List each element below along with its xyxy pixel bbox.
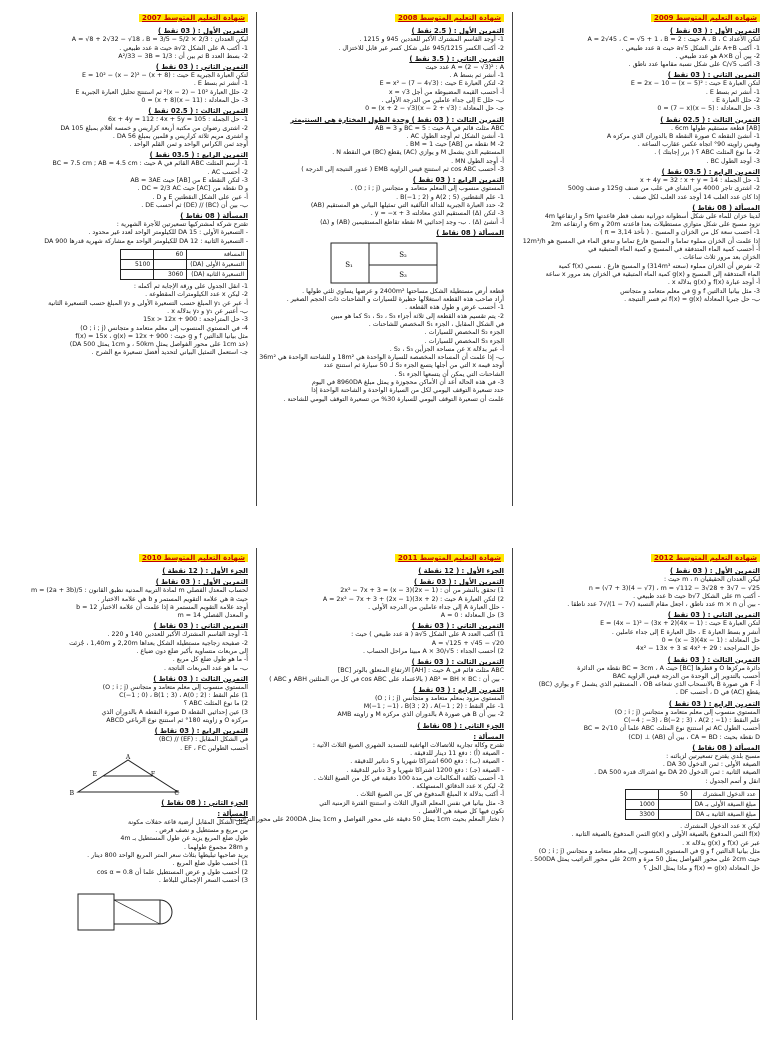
panel-lines [264,27,504,237]
exercise-heading: التمرين الثاني : ( 03 نقط ) [155,63,248,72]
question-line: أوجد قيمة x التي من أجلها يتسع الجزء S₂ لـ 50 سيارة ثم استنتج عدد [323,362,504,370]
exercise-heading: التمرين الثالث : ( 02.5 نقط ) [148,107,248,116]
table-row [121,270,248,280]
exercise-heading: التمرين الثالث : ( 02.5 نقط ) [660,115,760,124]
exercise-heading: المسألة : [473,732,504,741]
panel-lines-rest [8,283,248,358]
table-row [121,260,248,270]
question-line: f(x) الثمن المدفوع بالصيغة الأولى و g(x) الثمن المدفوع بالصيغة الثانية . [571,831,760,839]
question-line: 3) عين إحداثيي النقطة D صورة النقطة A بالدوران الذي [101,708,248,716]
question-line: المستوي منسوب إلى معلم متعامد و متجانس (O ; i ; j) [102,683,248,691]
hall-floor-figure [68,888,188,934]
exam-panel-2007 [4,12,252,502]
question-line: مسبح بلدي يقترح تسعيرتين لزبائنه : [666,752,760,760]
question-line: 3- حل المعادلة : (x − 11)(x + 8) = 0 [141,97,248,105]
question-line: حل المتراجحة : 4x² − 13x + 3 ≤ 4x² + 29 [636,645,760,653]
question-line: الشاحنات التي يمكن أن يتسعها الجزء S₁ . [394,370,504,378]
panel-header: شهادة التعليم المتوسط 2010 [8,554,248,563]
question-line: أوجد ثمن الكراس الواحد و ثمن القلم الواحد . [129,141,248,149]
question-line: [AB] قطعة مستقيم طولها 6cm . [671,124,760,132]
question-line: 2- يتم تقسيم هذه القطعة إلى ثلاثة أجزاء S₁ ، S₂ ، S₃ كما هو مبين [330,312,504,320]
exercise-heading: التمرين الرابع : ( 03 نقط ) [668,699,760,708]
question-line: 2- ليكن x عدد الدقائق المستهلكة . [412,783,504,791]
panel-header: شهادة التعليم المتوسط 2012 [520,554,760,563]
exercise-heading: التمرين الثالث : ( 03 نقط ) [667,655,760,664]
question-line: أحسب بالتدوير إلى الوحدة من الدرجة قيس الزاوية BAC [612,672,760,680]
question-line: ب- إذا علمت أن المساحة المخصصة للسيارة الواحدة هي 18m² و للشاحنة الواحدة هي 36m² [259,354,504,362]
question-line: 3- مثل بيانيا في نفس المعلم الدوال الثلاث و استنتج الفترة الزمنية التي [319,799,504,807]
question-line: أ- ما هو طول ضلع كل مربع . [172,656,248,664]
exercise-heading: الجزء الثاني : ( 08 نقاط ) [161,798,248,807]
exercise-heading: المسألة ( 08 نقاط ) [692,743,760,752]
exercise-heading: التمرين الرابع : ( 03 نقاط ) [154,727,248,736]
question-line: A = √125 + √45 − √20 [431,639,504,647]
question-line: 3) أحسب السعر الإجمالي للبلاط . [158,876,248,884]
question-line: 2- اشترى تاجر 4000 من الشاي في علب من صنف 125g و صنف 500g [567,185,760,193]
panel-header: شهادة التعليم المتوسط 2011 [264,554,504,563]
question-line: ب- حل جبريا المعادلة f(x) = g(x) ثم فسر النتيجة . [624,295,760,303]
table-row [625,790,759,800]
table-cell [658,810,691,820]
question-line: - أكتب m على الشكل b√7 حيث b عدد طبيعي . [633,592,760,600]
question-line: 3- في هذه الحالة أعد أن الأماكن محجوزة و يمثل مبلغ 8960DA في اليوم [311,379,504,387]
table-cell: عدد الدخول المشترك [691,790,759,800]
question-line: نزود مسبح على شكل متوازي مستطيلات بعدا قاعدته 20m و 6m و ارتفاعه 2m [551,221,760,229]
question-line: من مربع و مستطيل و نصف قرص . [155,827,248,835]
question-line: حل المعادلة f(x) = g(x) و ماذا يمثل الحل ؟ [643,864,760,872]
question-line: 2- ليكن x عدد الكيلومترات المقطوعة . [145,291,248,299]
question-line: 1- انقل الجدول على ورقة الإجابة ثم أكمله : [133,283,248,291]
triangle-figure [68,753,188,797]
exercise-heading: التمرين الثالث : ( 03 نقاط ) [153,674,248,683]
question-line: 2) أحسب الجداء : A × 30/√5 مبينا مراحل الحساب . [362,647,504,655]
question-line: طول ضلع المربع يزيد عن طول المستطيل بـ 4m [120,835,248,843]
exercise-heading: التمرين الأول : ( 03 نقاط ) [155,578,248,587]
question-line: مثل بيانيا الدالتين f و g حيث : f(x) = 15x ، g(x) = 12x + 900 [75,332,248,340]
question-line: ABC مثلث قائم في A حيث : [AH] الارتفاع المتعلق بالوتر [BC] [337,667,504,675]
question-line: n = (√7 + 3)(4 − √7) ، m = √112 − 3√28 + 3√7 − √25 [588,584,760,592]
question-line: - بين أن m × n عدد ناطق ، اجعل مقام النسبة (√7 − 1)/√7 عدد ناطقا . [567,601,760,609]
exam-panel-2010 [4,552,252,1042]
table-cell: 60 [154,250,187,260]
exercise-heading: التمرين الأول : ( 03 نقط ) [670,567,760,576]
table-cell: 50 [658,790,691,800]
question-line: مركزه O و زاويته 180° ثم استنتج نوع الرباعي ABCD [106,717,248,725]
question-line: 2- صفيحة زجاجية مستطيلة الشكل بعداها 2,20m و 1,40m ، جُزئت [69,639,248,647]
question-line: ب- ما هو عدد المربعات الناتجة . [163,664,248,672]
table-cell [121,270,154,280]
question-line: 2) لتكن العبارة A حيث : A = 2x² − 7x + 3 + (2x − 1)(3x + 2) [322,595,504,603]
svg-text:S₁: S₁ [345,260,353,269]
question-line: إذا علمت أن الخزان مملوء تماما و المسبح فارغ تماما و تدفق الماء في المسبح هو 12m³/h [522,237,760,245]
exercise-heading: التمرين الثاني : ( 3.5 نقط ) [409,54,504,63]
exercise-heading: التمرين الأول : ( 03 نقط ) [670,27,760,36]
table-cell: 3300 [625,810,658,820]
question-line: 2- اشترى رضوان من مكتبة أربعة كراريس و خمسة أقلام بمبلغ 105 DA [60,124,248,132]
panel-header: شهادة التعليم المتوسط 2007 [8,14,248,23]
exercise-heading: التمرين الرابع : ( 03.5 نقط ) [149,151,248,160]
exercise-heading: التمرين الثاني : ( 03 نقط ) [667,71,760,80]
question-line: لتكن العبارة E حيث : E = 2x − 10 − (x − 5)² [630,80,760,88]
question-line: في الشكل المقابل ، الجزء S₁ المخصص للشاحنات . [368,320,504,328]
question-line: يقطع (AC) في D ، أحسب DF . [675,689,760,697]
question-line: - الصيغة (جـ) : دفع 1200 اشتراكا شهريا و 3 دنانير للدقيقة . [346,766,504,774]
question-line: D نقطة بحيث : CA = BD ، بين أن (AB) ⊥ (CD) [628,733,760,741]
question-line: لحساب المعدل الفصلي m لمادة التربية المدنية نطبق القانون : m = (2a + 3b)/5 [31,587,248,595]
question-line: حل المعادلة : (4x − 1)(x − 3) = 0 [661,637,760,645]
question-line: 1- أرسم المثلث ABC القائم في A حيث : BC = 7.5 cm ; AB = 4.5 cm [52,160,248,168]
question-line: 2- نفرض أن الخزان مملوء (سعته 314m³) و المسبح فارغ . نسمي f(x) كمية [558,262,760,270]
svg-text:S₂: S₂ [399,250,407,259]
question-line: يريد صاحبها تبليطها بثلاث سعر المتر المربع الواحد 800 دينار . [87,852,248,860]
question-line: 3- أكتب C/√5 على شكل نسبة مقامها عدد ناطق . [628,61,760,69]
question-line: أحسب الطولين EF ، FC . [180,744,248,752]
table-cell: 3060 [154,270,187,280]
question-line: 2- لتكن العبارة E حيث : E = x² − (7 − 4√3) [379,80,504,88]
question-line: لتكن العبارة E حيث : E = (4x − 1)² − (3x + 2)(4x − 1) [600,620,760,628]
question-line: A = (2 − √3)² : A عدد حيث [425,63,504,71]
question-line: يمثل الشكل المقابل أرضية قاعة حفلات مكونة [127,818,248,826]
exercise-heading: المسألة ( 08 نقاط ) [692,203,760,212]
question-line: و 28m مجموع طولهما . [184,843,248,851]
question-line: ليكن العددان : A = √8 + 2√32 − √18 ، B = 3/5 − 5/2 × 2/3 [71,36,248,44]
question-line: الجزء S₂ المخصص للسيارات . [424,329,504,337]
question-line: 3- أحسب cos ABC ثم استنتج قيس الزاوية EMB ( عدور النتيجة إلى الدرجة ) [301,166,504,174]
svg-text:F: F [150,770,155,778]
question-line: 1- أنشئ الشكل ثم أوجد الطول AC . [406,132,504,140]
question-line: - الصيغة (أ) : دفع 11 دينار للدقيقة . [410,749,504,757]
question-line: 4- في المستوي المنسوب إلى معلم متعامد و متجانس (O ; i ; j) [80,324,248,332]
svg-text:A: A [125,753,131,761]
parking-rectangle-figure [329,241,439,285]
question-line: - حلل العبارة A إلى جداء عاملين من الدرجة الأولى . [368,603,504,611]
exam-panel-2012 [516,552,764,1042]
svg-text:S₃: S₃ [399,270,407,279]
exercise-heading: الجزء الأول : ( 12 نقطة ) [162,567,248,576]
question-line: المستوي منسوب إلى المعلم متعامد و متجانس (O ; i ; j) . [350,185,504,193]
question-line: - التسعيرة الأولى : 15 DA للكيلومتر الواحد لعدد غير محدود . [88,229,248,237]
question-line: 2- بسط العدد B ثم بين أن : A²/33 − 3B = 1/3 [118,52,248,60]
table-cell: مبلغ الصيغة الأولى بـ DA [691,800,759,810]
question-line: 1- أحسب تكلفة المكالمات في مدة 100 دقيقة في كل من الصيغ الثلاث . [313,774,504,782]
question-line: 2) ما نوع المثلث ABC ؟ [183,700,248,708]
question-line: قطعة أرض مستطيلة الشكل مساحتها 2400m² و عرضها يساوي ثلثي طولها . [302,287,504,295]
question-line: ABC مثلث قائم في A حيث : BC = 5 و AB = 3 [375,124,504,132]
question-line: 1- علم النقطتين A(2 ; 5) و B(−1 ; 2) . [396,193,504,201]
question-line: 1) علم النقط : C(−1 ; 0) ، B(1 ; 3) ، A(0 ; 2) [119,692,248,700]
question-line: 2- ما نوع المثلث ABC ؟ ( برر إجابتك ) . [654,149,760,157]
exercise-heading: التمرين الرابع : ( 03 نقط ) [412,176,504,185]
exercise-heading: التمرين الأول : ( 03 نقط ) [414,578,504,587]
question-line: 1- أحسب عرض و طول هذه القطعة . [405,304,504,312]
table-cell: المسافة [187,250,248,260]
exercise-heading: المسألة : [217,809,248,818]
question-line: 3- أوجد الطول BC . [706,157,760,165]
exercise-heading: التمرين الثاني : ( 03 نقاط ) [153,622,248,631]
question-line: أ- أحسب القيمة المضبوطة من أجل x = √3 [388,88,504,96]
table-cell: التسعيرة الثانية (DA) [187,270,248,280]
question-line: 1- أوجد القاسم المشترك الأكبر للعددين 945 و 1215 . [359,36,504,44]
exam-panel-2008 [260,12,508,502]
question-line: - التسعيرة الثانية : 12 DA للكيلومتر الواحد مع مشاركة شهرية قدرها 900 DA [44,237,248,245]
question-line: 1- أنشئ النقطة C صورة النقطة B بالدوران الذي مركزه A [606,132,760,140]
question-line: الجزء S₃ المخصص للسيارات . [424,337,504,345]
question-line: 2- M نقطة من [AB] حيث BM = 1 . [406,141,504,149]
question-line: علمت أن تسعيرة التوقف اليومي للسيارة 30% من تسعيرة التوقف اليومي للشاحنة . [283,395,504,403]
question-line: 1) أحسب طول ضلع المربع . [172,860,248,868]
question-line: الصيغة الأولى : ثمن الدخول 30 DA . [662,761,760,769]
exercise-heading: الجزء الأول : ( 12 نقطة ) [418,567,504,576]
question-line: حدد تسعيرة التوقف اليومي لكل من السيارة الواحدة و الشاحنة الواحدة إذا [311,387,504,395]
question-line: (خذ 1cm على محور الفواصل يمثل 50km ، و 1cm يمثل 500 DA) [69,341,248,349]
table-row [625,810,759,820]
exercise-heading: المسألة ( 08 نقاط ) [436,228,504,237]
question-line: تقترح شركة لمشتركيها تسعيرتين للأجرة الشهرية : [116,221,248,229]
panel-lines [229,567,504,824]
page-gap [0,506,768,548]
exam-panel-2011 [229,552,508,1042]
table-cell [625,790,658,800]
question-line: ( نختار المعلم بحيث 1cm يمثل 50 دقيقة على محور الفواصل و 1cm يمثل 200DA على محور التراتيب ) [229,816,504,824]
table-cell [658,800,691,810]
question-line: أحسب الطول AC ثم استنتج نوع المثلث ABC علما أن BC = 2√10 [583,725,760,733]
question-line: - بين أن : AB² = BH × BC ( بالاعتماد على cos ABC في كل من المثلثين ABH و ABC ) [269,675,504,683]
question-line: تكون فيها كل صيغة هي الأفضل . [418,808,504,816]
question-line: - الصيغة (ب) : دفع 600 اشتراكا شهريا و 5 دنانير للدقيقة . [350,758,504,766]
question-line: 3- لتكن النقطة E من [AB] حيث AB = 3AE [130,177,248,185]
pricing-table [120,249,248,280]
question-line: 3- لتكن (Δ) المستقيم الذي معادلته y = −x + 3 . [370,210,504,218]
table-cell: 1000 [625,800,658,810]
question-line: أ- أوجد عبارة f(x) و g(x) بدلالة x . [667,279,760,287]
exercise-heading: التمرين الثالث : ( 03 نقط ) [411,658,504,667]
panel-header: شهادة التعليم المتوسط 2008 [264,14,504,23]
question-line: 1- أنشر ثم بسط A . [449,72,504,80]
exam-panel-2009 [516,12,764,502]
question-line: أوجد علامة التقويم المستمر a إذا علمت أن علامة الاختبار b = 12 [76,603,248,611]
question-line: 2- أكتب الكسر 945/1215 على شكل كسر غير قابل للاختزال . [338,44,504,52]
question-line: أ- عبر بدلالة x عن مساحة الجزأين S₂ ، S₃ . [389,345,504,353]
question-line: إلى مربعات متساوية بأكبر ضلع دون ضياع . [136,647,248,655]
panel-lines-rest [520,823,760,873]
question-line: 1- أوجد القاسم المشترك الأكبر للعددين 140 و 220 . [107,631,248,639]
question-line: جـ- حل المعادلة : (x − 2 + √3)(x + 2 − √3) = 0 [365,105,504,113]
question-line: في الشكل المقابل : (EF) // (BC) [158,736,248,744]
question-line: 2- بين أن B هي صورة A بالدوران الذي مركزه M و زاويته AMB [337,711,504,719]
question-line: أ- أوجد الطول MN . [451,157,504,165]
exercise-heading: التمرين الرابع : ( 03.5 نقط ) [661,168,760,177]
panel-lines [520,567,760,786]
question-line: الماء المتدفقة إلى المسبح و g(x) كمية الماء المتبقية في الخزان بعد مرور x ساعة [545,270,760,278]
svg-text:B: B [69,789,74,797]
question-line: ب- أعتبر عن y₁ و y₂ بدلالة x . [167,307,248,315]
exercise-heading: التمرين الأول : ( 2.5 نقط ) [411,27,504,36]
question-line: 3- حل المتراجحة : 15x > 12x + 900 [143,316,248,324]
panel-lines-rest [8,799,248,885]
question-line: أنشر و بسط العبارة E ، حلل العبارة E إلى جداء عاملين . [611,628,760,636]
table-cell: 5100 [121,260,154,270]
exercise-heading: التمرين الرابع : ( 03 نقط ) [412,685,504,694]
question-line: ليكن العددان الحقيقيان m ، n حيث : [663,576,760,584]
question-line: الصيغة الثانية : ثمن الدخول 20 DA مع اشتراك قدره 500 DA . [594,769,760,777]
table-cell: التسعيرة الأولى (DA) [187,260,248,270]
panel-lines-rest [259,287,504,404]
question-line: أ- أكتب بدلالة x المبلغ المدفوع في كل من الصيغ الثلاث . [356,791,504,799]
exercise-heading: التمرين الأول : ( 03 نقط ) [158,27,248,36]
question-line: حيث 2cm على محور الفواصل يمثل 50 مرة و 2cm على محور التراتيب يمثل 500DA . [530,856,760,864]
exercise-heading: التمرين الثالث : ( 03 نقط ) وحدة الطول المختارة هي السنتيمتر [290,115,504,124]
question-line: 1) تحقق بالنشر من أن : (2x − 1)(x − 3) = 2x² − 7x + 3 [340,587,504,595]
exercise-heading: المسألة ( 08 نقاط ) [180,212,248,221]
question-line: أ- أنشئ (Δ) . ب- وجد إحداثيي M نقطة تقاطع المستقيمين (AB) و (Δ) [320,218,504,226]
question-line: أ- F هي صورة B بالانسحاب الذي شعاعه OB ، المستقيم الذي يشمل F و يوازي (BC) [538,681,760,689]
question-line: أ- عبر عن y₁ المبلغ حسب التسعيرة الأولى و y₂ المبلغ حسب التسعيرة الثانية [48,299,248,307]
question-line: الخزان بعد مرور ثلاث ساعات . [679,254,760,262]
question-line: عبر عن f(x) و g(x) بدلالة x . [682,839,760,847]
question-line: 3- مثل بيانيا الدالتين f و g في معلم متعامد و متجانس [620,287,760,295]
panel-header: شهادة التعليم المتوسط 2009 [520,14,760,23]
question-line: حيث a هي علامة التقويم المستمر و b هي علامة الاختبار . [97,595,248,603]
question-line: المستوي منسوب إلى معلم متعامد و متجانس (O ; i ; j) [614,708,760,716]
question-line: 1- أنشر ثم بسط E . [193,80,248,88]
question-line: لتكن العبارة الجبرية E حيث : E = 10² − (x − 2)² − (x + 8) [81,72,248,80]
question-line: و اشترى مريم ثلاثة كراريس و قلمين بمبلغ 56 DA . [112,132,248,140]
question-line: 2) أحسب طول و عرض المستطيل علما أن cos α = 0.8 [96,868,248,876]
question-line: 1) أكتب العدد A على الشكل a√5 ( a عدد طبيعي ) حيث : [351,631,504,639]
svg-text:E: E [92,770,97,778]
question-line: 1- أنشر ثم بسط E . [705,88,760,96]
question-line: علم النقط : C(−4 ; −3) ، B(−2 ; 3) ، A(2 ; −1) [623,717,760,725]
question-line: لدينا خزان للماء على شكل أسطوانة دورانية نصف قطر قاعدتها 5m و ارتفاعها 4m [544,212,760,220]
question-line: 2- حدد العبارة الجبرية للدالة التآلفية التي تمثيلها البياني هو المستقيم (AB) [310,201,504,209]
question-line: تقترح وكالة تجارية للاتصالات الهاتفية للتسديد الشهري الصيغ الثلاث الآتية : [312,741,504,749]
question-line: و المعدل الفصلي m = 14 [177,612,248,620]
question-line: 3) حل المعادلة : A = 0 [440,612,504,620]
question-line: 2- أحسب AC . [207,168,248,176]
question-line: مثل بيانيا الدالتين f و g في المستوي المنسوب إلى معلم متعامد و متجانس (O ; i ; j) [538,847,760,855]
question-line: 1- حل الجملة : 4x + 5y = 105 ؛ 6x + 4y = 112 [107,116,248,124]
question-line: 1- علم النقط : M(−1 ; −1) ، B(3 ; 2) ، A(−1 ; 2) [363,703,504,711]
question-line: 1- حل الجملة : x + y = 14 ؛ x + 4y = 32 [640,177,760,185]
question-line: أ- عين على الشكل النقطتين E و D . [152,193,248,201]
question-line: ب- حلل E إلى جداء عاملين من الدرجة الأولى . [381,97,504,105]
table-row [121,250,248,260]
question-line: جـ- استعمل التمثيل البياني لتحديد أفضل تسعيرة مع الشرح . [91,349,248,357]
question-line: و D نقطة من [AC] حيث DC = 2/3 AC . [137,185,248,193]
question-line: إذا كان عدد العلب 14 أوجد عدد العلب لكل صنف . [628,193,760,201]
question-line: المستقيم الذي يشمل M و يوازي (AC) يقطع (BC) في النقطة N . [332,149,504,157]
question-line: أ- أحسب كمية الماء المتدفقة في المسبح و كمية الماء المتبقية في [588,246,760,254]
question-line: انقل و أتمم الجدول : [705,777,760,785]
pool-pricing-table [625,789,760,820]
panel-lines [8,567,248,753]
question-line: 3- حل المعادلة : (x − 5)(7 − x) = 0 [657,105,760,113]
question-line: 1- أحسب سعة كل من الخزان و المسبح . ( نأخذ π = 3,14 ) [600,229,760,237]
question-line: 2- بين أن A×B هو عدد طبيعي . [675,52,760,60]
question-line: وقيس زاويته 90° اتجاه عكس عقارب الساعة . [637,141,760,149]
question-line: 2- حلل العبارة E . [712,97,760,105]
exercise-heading: الجزء الثاني : ( 08 نقاط ) [417,721,504,730]
question-line: 2- حلل العبارة 10² − (x − 2)² ثم استنتج تحليل العبارة الجبرية E [75,88,248,96]
table-cell [154,260,187,270]
exercise-heading: التمرين الثاني : ( 03 نقط ) [411,622,504,631]
question-line: ب- بين أن (BC) // (DE) ثم أحسب DE . [141,201,248,209]
table-cell: مبلغ الصيغة الثانية بـ DA [691,810,759,820]
question-line: 1- أكتب A على الشكل a√2 حيث a عدد طبيعي . [119,44,248,52]
svg-text:C: C [174,789,179,797]
question-line: ليكن x عدد الدخول المشترك . [680,823,760,831]
question-line: المستوي مزود بمعلم متعامد و متجانس (O ; i ; j) [374,694,504,702]
table-row [625,800,759,810]
panel-lines [8,27,248,246]
question-line: لتكن الأعداد A ، B ، C حيث : A = 2√45 ، C = √5 + 1 ، B = 2 [587,36,760,44]
question-line: أراد صاحب هذه القطعة استغلالها حظيرة للسيارات و الشاحنات ذات الحجم الصغير . [286,296,504,304]
panel-lines [520,27,760,304]
question-line: 1- أكتب A+B على الشكل a√5 حيث a عدد طبيعي . [621,44,760,52]
table-cell [121,250,154,260]
exercise-heading: التمرين الثاني : ( 03 نقط ) [667,611,760,620]
question-line: دائرة مركزها O و قطرها [BC] حيث BC = 3cm ، A نقطة من الدائرة [577,664,760,672]
